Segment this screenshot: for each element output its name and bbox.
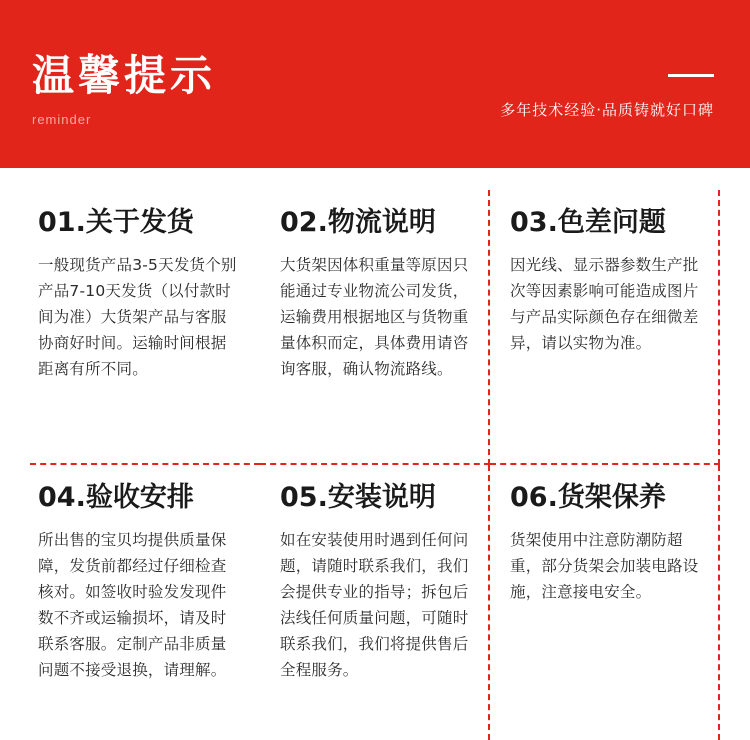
tip-title-01: 01.关于发货 [38,207,194,238]
divider-dash-icon [668,74,714,77]
header-banner [0,0,750,168]
tips-grid [0,168,750,740]
tip-body-03: 因光线、显示器参数生产批次等因素影响可能造成图片与产品实际颜色存在细微差异，请以实物为准。 [510,256,699,352]
tip-card-06 [490,465,720,740]
tip-body-04: 所出售的宝贝均提供质量保障，发货前都经过仔细检查核对。如签收时验发发现件数不齐或运输损坏，请及时联系客服。定制产品非质量问题不接受退换，请理解。 [38,531,227,679]
tip-body-05: 如在安装使用时遇到任何问题，请随时联系我们，我们会提供专业的指导；拆包后法线任何质量问题，可随时联系我们，我们将提供售后全程服务。 [280,531,469,679]
tip-body-02: 大货架因体积重量等原因只能通过专业物流公司发货，运输费用根据地区与货物重量体积而定，具体费用请咨询客服，确认物流路线。 [280,256,469,378]
page-title: 温馨提示 [32,51,217,100]
tip-card-04 [30,465,260,740]
banner-slogan: 多年技术经验·品质铸就好口碑 [500,101,714,119]
tip-body-01: 一般现货产品3-5天发货个别产品7-10天发货（以付款时间为准）大货架产品与客服协商好时间。运输时间根据距离有所不同。 [38,256,237,378]
tip-title-02: 02.物流说明 [280,207,436,238]
tip-title-06: 06.货架保养 [510,482,666,513]
tip-title-05: 05.安装说明 [280,482,436,513]
tip-card-05 [260,465,490,740]
tip-title-04: 04.验收安排 [38,482,194,513]
tip-body-06: 货架使用中注意防潮防超重，部分货架会加装电路设施，注意接电安全。 [510,531,699,601]
banner-left-group [32,52,216,127]
tip-card-01 [30,190,260,465]
banner-right-group [500,74,714,120]
tip-card-02 [260,190,490,465]
tip-card-03 [490,190,720,465]
page-subtitle: reminder [32,112,92,127]
tip-title-03: 03.色差问题 [510,207,666,238]
